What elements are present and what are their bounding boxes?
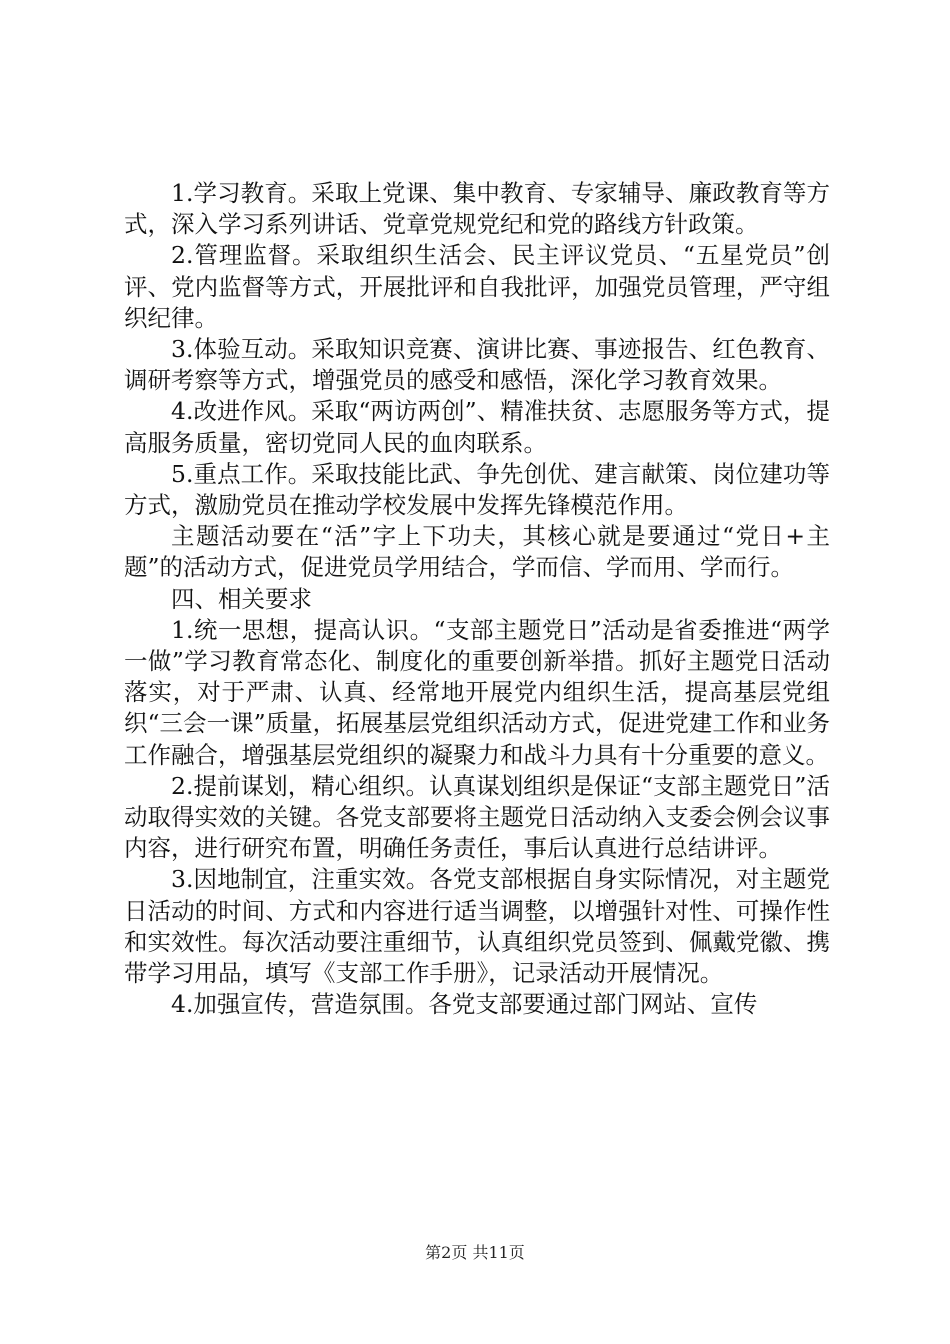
paragraph-plan-ahead: 2.提前谋划，精心组织。认真谋划组织是保证“支部主题党日”活动取得实效的关键。各党支部要将主题党日活动纳入支委会例会议事内容，进行研究布置，明确任务责任，事后认真进行总结讲评。 <box>124 771 830 863</box>
document-body <box>124 178 830 1020</box>
paragraph-strengthen-publicity: 4.加强宣传，营造氛围。各党支部要通过部门网站、宣传 <box>171 990 758 1019</box>
paragraph-local-conditions: 3.因地制宜，注重实效。各党支部根据自身实际情况，对主题党日活动的时间、方式和内容进行适当调整，以增强针对性、可操作性和实效性。每次活动要注重细节，认真组织党员签到、佩戴党徽、携带学习用品，填写《支部工作手册》，记录活动开展情况。 <box>124 865 830 988</box>
paragraph-study-education: 1.学习教育。采取上党课、集中教育、专家辅导、廉政教育等方式，深入学习系列讲话、党章党规党纪和党的路线方针政策。 <box>124 179 830 239</box>
paragraph-theme-activity: 主题活动要在“活”字上下功夫，其核心就是要通过“党日+主题”的活动方式，促进党员学用结合，学而信、学而用、学而行。 <box>124 522 830 582</box>
page-number-footer: 第2页 共11页 <box>425 1243 525 1262</box>
section-heading-requirements: 四、相关要求 <box>171 584 312 613</box>
paragraph-key-work: 5.重点工作。采取技能比武、争先创优、建言献策、岗位建功等方式，激励党员在推动学校发展中发挥先锋模范作用。 <box>124 459 830 520</box>
paragraph-management-supervision: 2.管理监督。采取组织生活会、民主评议党员、“五星党员”创评、党内监督等方式，开展批评和自我批评，加强党员管理，严守组织纪律。 <box>124 241 830 332</box>
paragraph-experience-interaction: 3.体验互动。采取知识竞赛、演讲比赛、事迹报告、红色教育、调研考察等方式，增强党员的感受和感悟，深化学习教育效果。 <box>124 335 830 395</box>
paragraph-unify-thinking: 1.统一思想，提高认识。“支部主题党日”活动是省委推进“两学一做”学习教育常态化、制度化的重要创新举措。抓好主题党日活动落实，对于严肃、认真、经常地开展党内组织生活，提高基层党组织“三会一课”质量，拓展基层党组织活动方式，促进党建工作和业务工作融合，增强基层党组织的凝聚力和战斗力具有十分重要的意义。 <box>124 615 830 769</box>
paragraph-improve-style: 4.改进作风。采取“两访两创”、精准扶贫、志愿服务等方式，提高服务质量，密切党同人民的血肉联系。 <box>124 397 830 457</box>
